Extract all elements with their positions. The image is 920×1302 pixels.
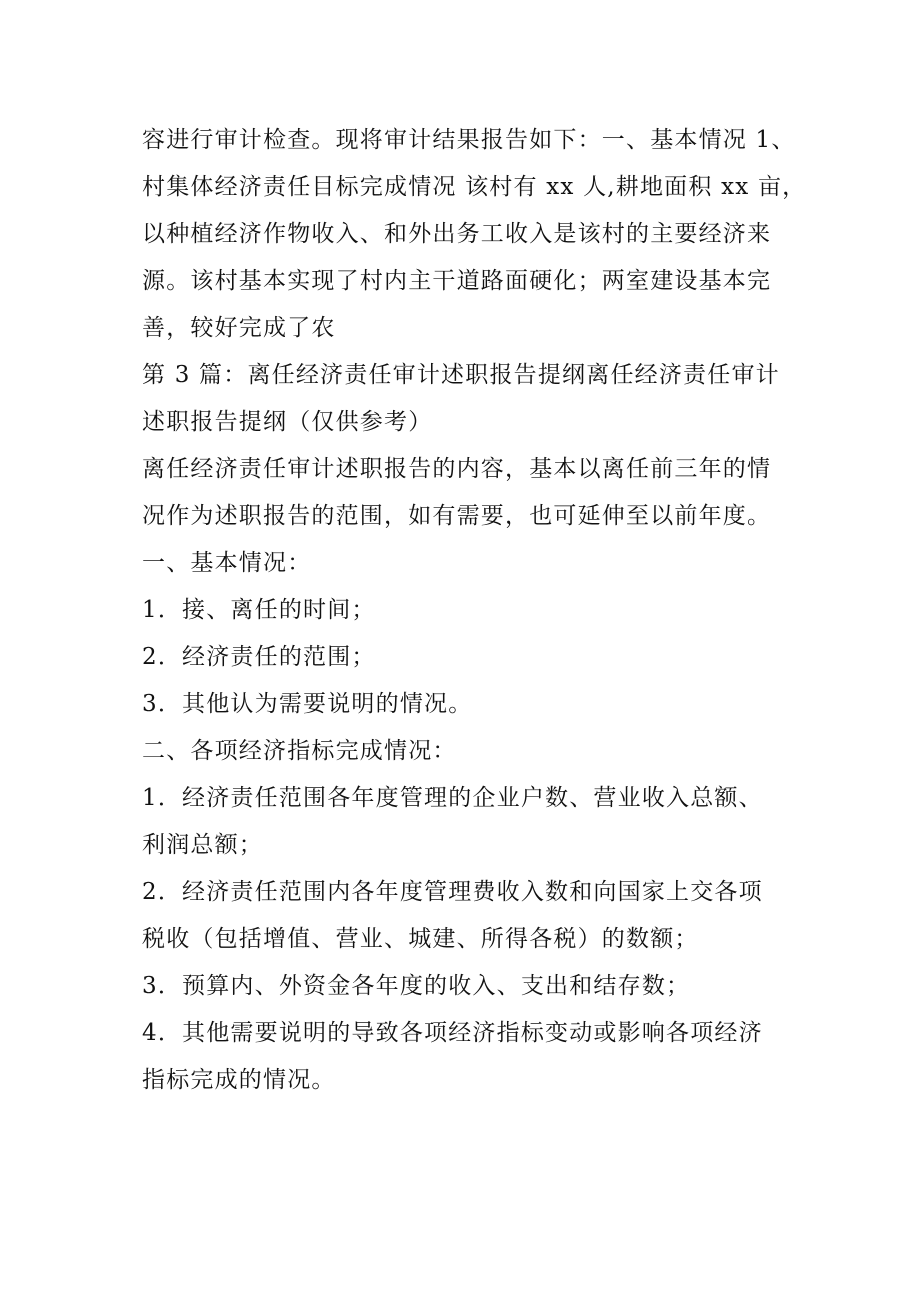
text-line: 离任经济责任审计述职报告的内容，基本以离任前三年的情: [142, 456, 772, 482]
text-line: 容进行审计检查。现将审计结果报告如下：一、基本情况 1、: [142, 127, 796, 153]
list-item: 指标完成的情况。: [142, 1067, 336, 1093]
list-item: 1．经济责任范围各年度管理的企业户数、营业收入总额、: [142, 785, 763, 811]
list-item: 利润总额；: [142, 832, 263, 858]
section-heading: 述职报告提纲（仅供参考）: [142, 409, 433, 435]
section-heading: 第 3 篇：离任经济责任审计述职报告提纲离任经济责任审计: [142, 362, 780, 388]
list-item: 税收（包括增值、营业、城建、所得各税）的数额；: [142, 926, 699, 952]
list-heading: 二、各项经济指标完成情况：: [142, 738, 457, 764]
list-item: 1．接、离任的时间；: [142, 597, 376, 623]
list-item: 3．预算内、外资金各年度的收入、支出和结存数；: [142, 973, 691, 999]
list-item: 4．其他需要说明的导致各项经济指标变动或影响各项经济: [142, 1020, 763, 1046]
text-line: 村集体经济责任目标完成情况 该村有 xx 人,耕地面积 xx 亩，: [142, 174, 807, 200]
list-item: 2．经济责任的范围；: [142, 644, 376, 670]
text-line: 况作为述职报告的范围，如有需要，也可延伸至以前年度。: [142, 503, 772, 529]
list-item: 3．其他认为需要说明的情况。: [142, 691, 473, 717]
list-item: 2．经济责任范围内各年度管理费收入数和向国家上交各项: [142, 879, 763, 905]
text-line: 以种植经济作物收入、和外出务工收入是该村的主要经济来: [142, 221, 772, 247]
text-line: 源。该村基本实现了村内主干道路面硬化；两室建设基本完: [142, 268, 772, 294]
list-heading: 一、基本情况：: [142, 550, 312, 576]
document-body: [142, 117, 807, 1104]
text-line: 善，较好完成了农: [142, 315, 336, 341]
